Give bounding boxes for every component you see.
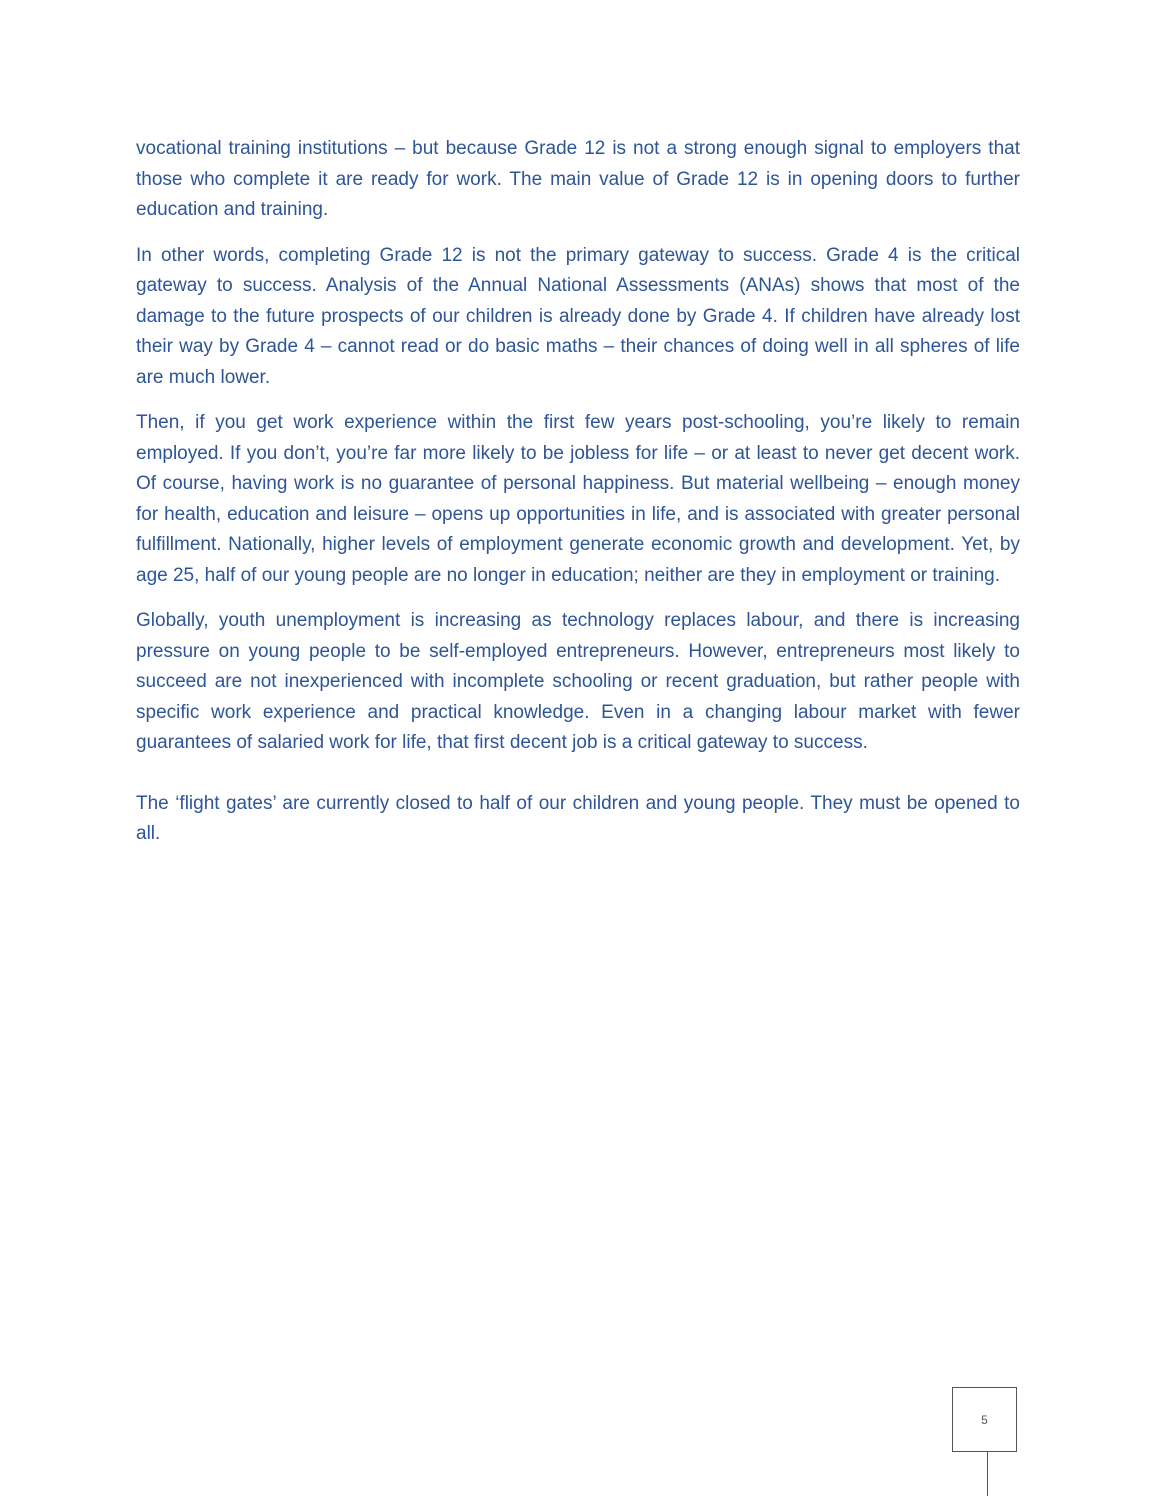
page-number-stem (987, 1452, 988, 1496)
page-number: 5 (981, 1412, 988, 1427)
paragraph-work-experience: Then, if you get work experience within the first few years post-schooling, you’re likely to remain employed. If you don’t, you’re far more likely to be jobless for life – or at least to never get decent work. Of course, having work is no guarantee of personal happiness. But material wellbeing – enough money for health, education and leisure – opens up opportunities in life, and is associated with greater personal fulfillment. Nationally, higher levels of employment generate economic growth and development. Yet, by age 25, half of our young people are no longer in education; neither are they in employment or training. (136, 412, 1020, 586)
body-text (136, 134, 1020, 865)
page-number-box (952, 1387, 1017, 1452)
paragraph-grade-4-gateway: In other words, completing Grade 12 is not the primary gateway to success. Grade 4 is the critical gateway to success. Analysis of the Annual National Assessments (ANAs) shows that most of the damage to the future prospects of our children is already done by Grade 4. If children have already lost their way by Grade 4 – cannot read or do basic maths – their chances of doing well in all spheres of life are much lower. (136, 244, 1020, 388)
paragraph-grade-12-value: vocational training institutions – but because Grade 12 is not a strong enough signal to employers that those who complete it are ready for work. The main value of Grade 12 is in opening doors to further education and training. (136, 138, 1020, 220)
paragraph-youth-unemployment: Globally, youth unemployment is increasing as technology replaces labour, and there is increasing pressure on young people to be self-employed entrepreneurs. However, entrepreneurs most likely to succeed are not inexperienced with incomplete schooling or recent graduation, but rather people with specific work experience and practical knowledge. Even in a changing labour market with fewer guarantees of salaried work for life, that first decent job is a critical gateway to success. (136, 610, 1020, 753)
paragraph-flight-gates: The ‘flight gates’ are currently closed to half of our children and young people. They must be opened to all. (136, 792, 1020, 844)
